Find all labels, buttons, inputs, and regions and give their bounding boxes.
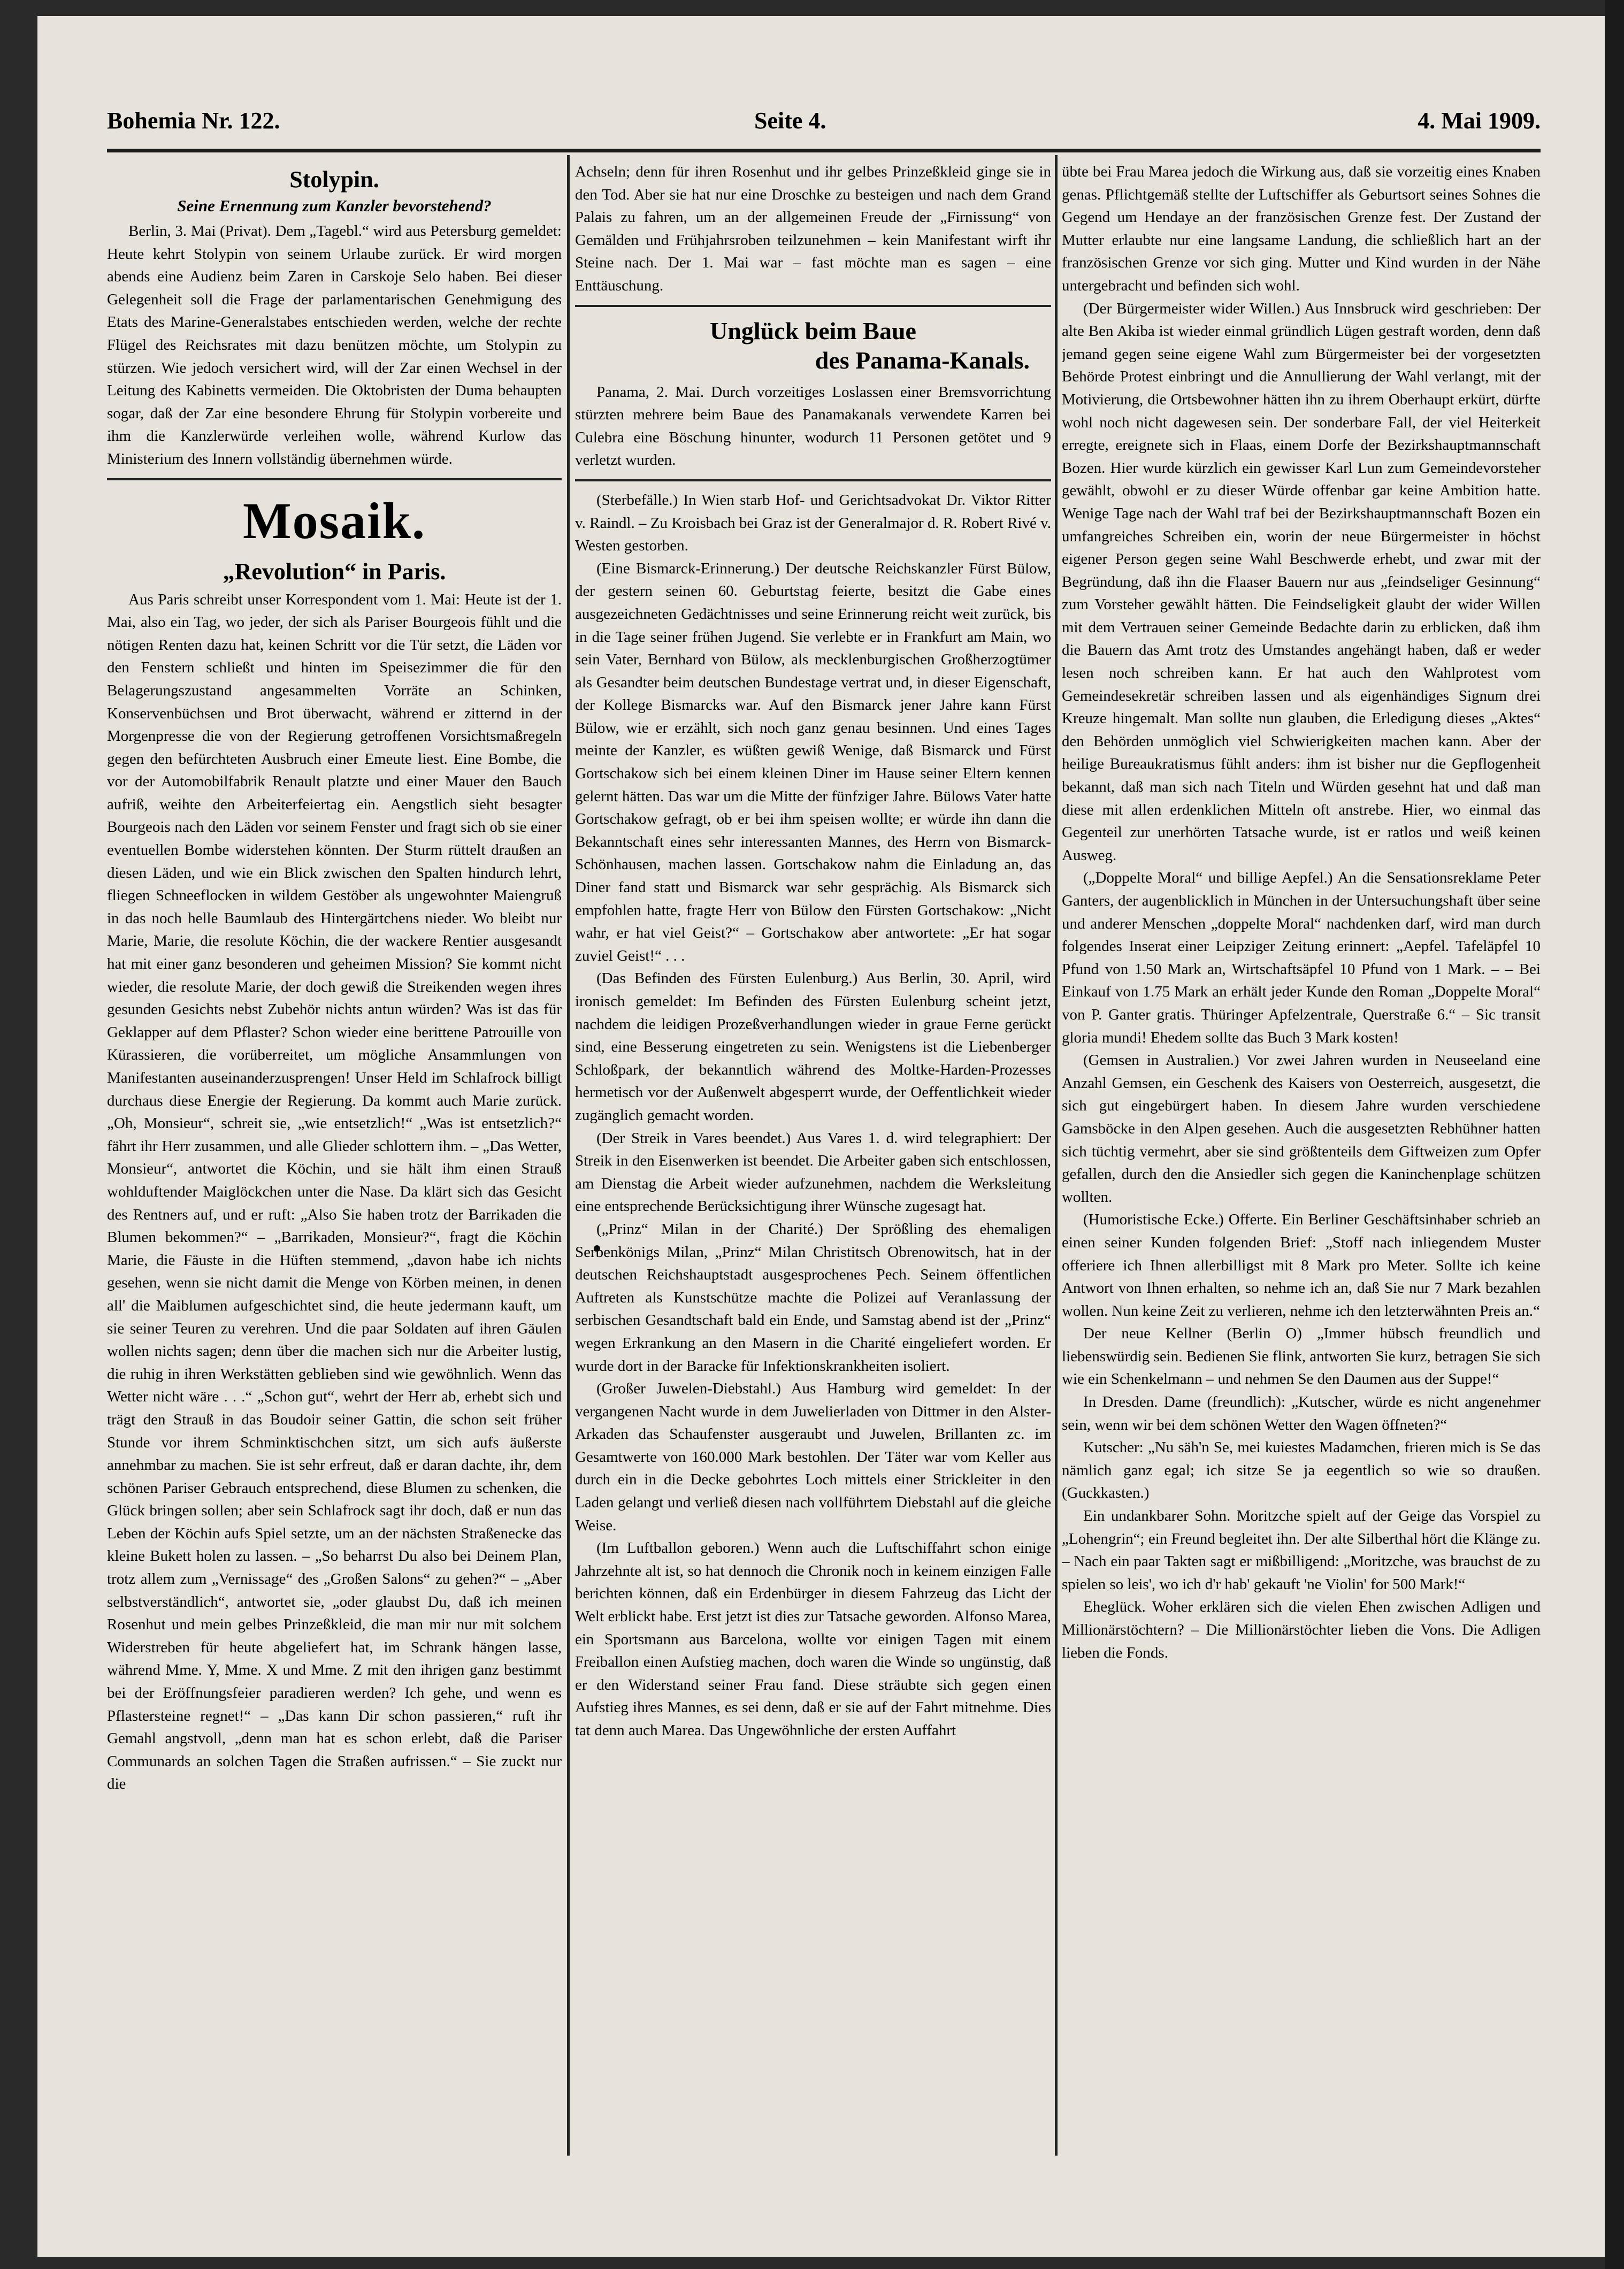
item-moral: („Doppelte Moral“ und billige Aepfel.) An die Sensationsreklame Peter Ganters, der augenblicklich in München in der Untersuchungshaft über seine und anderer Menschen „doppelte Moral“ nachdenken darf, wird man durch folgendes Inserat einer Leipziger Zeitung erinnert: „Aepfel. Tafeläpfel 10 Pfund von 1.50 Mark an, Wirtschaftsäpfel 10 Pfund von 1 Mark. – – Bei Einkauf von 1.75 Mark an erhält jeder Kunde den Roman „Doppelte Moral“ von P. Ganter gratis. Thüringer Apfelzentrale, Querstraße 6.“ – Sic transit gloria mundi! Ehedem sollte das Buch 3 Mark kosten! — [1062, 869, 1541, 1046]
section-rule — [107, 478, 562, 480]
masthead-date: 4. Mai 1909. — [1418, 108, 1541, 134]
article-title-panama-2: des Panama-Kanals. — [815, 346, 1030, 374]
item-luftballon-cont: übte bei Frau Marea jedoch die Wirkung aus, daß sie vorzeitig eines Knaben genas. Pflichtgemäß stellte der Luftschiffer als Geburtsort seines Sohnes die Gegend um Hendaye an der französischen Grenze fest. Der Zustand der Mutter erlaubte nur eine langsame Landung, die schließlich hart an der französischen Grenze vor sich ging. Mutter und Kind wurden in der Nähe untergebracht und befinden sich wohl. — [1062, 163, 1541, 294]
section-rule — [575, 479, 1051, 481]
item-eulenburg: (Das Befinden des Fürsten Eulenburg.) Aus Berlin, 30. April, wird ironisch gemeldet: Im Befinden des Fürsten Eulenburg scheint jetzt, nachdem die leidigen Prozeßverhandlungen wieder in graue Ferne gerückt sind, eine Besserung eingetreten zu sein. Wenigstens ist die Liebenberger Schloßpark, der bekanntlich während des Moltke-Harden-Prozesses hermetisch vor der Außenwelt abgesperrt wurde, der Oeffentlichkeit wieder zugänglich gemacht worden. — [575, 970, 1051, 1124]
article-subtitle-stolypin: Seine Ernennung zum Kanzler bevorstehend? — [177, 196, 492, 215]
column-3 — [1062, 160, 1541, 2156]
masthead-page: Seite 4. — [754, 108, 826, 134]
item-kutscher: Kutscher: „Nu säh'n Se, mei kuiestes Madamchen, frieren mich is Se das nämlich ganz egal; ich sitze Se ja eegentlich so wie so draußen. (Guckkasten.) — [1062, 1439, 1541, 1502]
item-buergermeister: (Der Bürgermeister wider Willen.) Aus Innsbruck wird geschrieben: Der alte Ben Akiba ist wieder einmal gründlich Lügen gestraft worden, denn daß jemand gegen seine eigene Wahl zum Bürgermeister bei der vorgesetzten Behörde Protest einbringt und die Annullierung der Wahl verlangt, mit der Motivierung, die Ortsbewohner hätten ihn zu ihrem Oberhaupt erkürt, dürfte wohl noch nicht dagewesen sein. Der sonderbare Fall, der viel Heiterkeit erregte, ereignete sich in Flaas, einem Dorfe der Bezirkshauptmannschaft Bozen. Hier wurde kürzlich ein gewisser Karl Lun zum Gemeindevorsteher gewählt, obwohl er zu dieser Würde offenbar gar keine Ambition hatte. Wenige Tage nach der Wahl traf bei der Bezirkshauptmannschaft Bozen ein umfangreiches Schreiben ein, worin der neue Bürgermeister in höchst eigener Person gegen seine Wahl Beschwerde erhebt, und zwar mit der Begründung, daß ihn die Flaaser Bauern nur aus „feindseliger Gesinnung“ zum Vorsteher gewählt hätten. Die Feindseligkeit glaubt der wider Willen mit dem Vertrauen seiner Gemeinde Bedachte darin zu erblicken, daß ihm die Bauern das Amt trotz des Umstandes angehängt haben, daß er weder lesen noch schreiben kann. Er hat auch den Wahlprotest vom Gemeindesekretär schreiben lassen und als eigenhändiges Signum drei Kreuze hingemalt. Man sollte nun glauben, die Erledigung dieses „Aktes“ den Behörden unmöglich viel Schwierigkeiten machen kann. Aber der heilige Bureaukratismus fühlt anders: ihm ist bisher nur die Gepflogenheit bekannt, daß man sich nach Titeln und Würden gesehnt hat und daß man diese mit allen erdenklichen Mitteln oft anstrebe. Hier, wo einmal das Gegenteil zur unerhörten Tatsache wurde, ist er ratlos und weiß keinen Ausweg. — [1062, 300, 1541, 864]
masthead-rule — [107, 149, 1541, 152]
item-vares: (Der Streik in Vares beendet.) Aus Vares 1. d. wird telegraphiert: Der Streik in den Eisenwerken ist beendet. Die Arbeiter gaben sich entschlossen, am Dienstag die Arbeit wieder aufzunehmen, nachdem die Werksleitung eine entsprechende Berücksichtigung ihrer Wünsche zugesagt hat. — [575, 1129, 1051, 1215]
item-sterbefaelle: (Sterbefälle.) In Wien starb Hof- und Gerichtsadvokat Dr. Viktor Ritter v. Raindl. – Zu Kroisbach bei Graz ist der Generalmajor d. R. Robert Rivé v. Westen gestorben. — [575, 491, 1051, 555]
page-edge — [1605, 0, 1624, 2269]
item-luftballon: (Im Luftballon geboren.) Wenn auch die Luftschiffahrt schon einige Jahrzehnte alt ist, so hat dennoch die Chronik noch in keinem einzigen Falle berichten können, daß ein Erdenbürger in diesem Fahrzeug das Licht der Welt erblickt habe. Erst jetzt ist dies zur Tatsache geworden. Alfonso Marea, ein Sportsmann aus Barcelona, wollte vor einigen Tagen mit einem Freiballon einen Aufstieg machen, doch waren die Winde so ungünstig, daß er den Widerstand seiner Frau fand. Diese sträubte sich gegen einen Aufstieg ihres Mannes, es sei denn, daß er sie auf der Fahrt mitnehme. Dies tat denn auch Marea. Das Ungewöhnliche der ersten Auffahrt — [575, 1539, 1051, 1739]
article-title-panama: Unglück beim Baue — [710, 317, 916, 344]
column-rule — [567, 155, 570, 2156]
item-eheglueck: Eheglück. Woher erklären sich die vielen Ehen zwischen Adligen und Millionärstöchtern? – Die Millionärstöchter lieben die Vons. Die Adligen lieben die Fonds. — [1062, 1598, 1541, 1661]
item-milan: („Prinz“ Milan in der Charité.) Der Sprößling des ehemaligen Serbenkönigs Milan, „Prinz“ Milan Christitsch Obrenowitsch, hat in der deutschen Reichshauptstadt ausgesprochenes Pech. Seinem öffentlichen Auftreten als Kunstschütze machte die Polizei auf Veranlassung der serbischen Gesandtschaft bald ein Ende, und Samstag abend ist der „Prinz“ wegen Erkrankung an den Masern in die Charité eingeliefert worden. Er wurde dort in der Baracke für Infektionskrankheiten isoliert. — [575, 1220, 1051, 1375]
item-juwelen: (Großer Juwelen-Diebstahl.) Aus Hamburg wird gemeldet: In der vergangenen Nacht wurde in dem Juwelierladen von Dittmer in den Alster-Arkaden das Schaufenster ausgeraubt und Juwelen, Brillanten zc. im Gesamtwerte von 160.000 Mark bestohlen. Der Täter war vom Keller aus durch ein in die Decke gebohrtes Loch mittels einer Strickleiter in den Laden gelangt und verließ diesen nach vollführtem Diebstahl auf die gleiche Weise. — [575, 1380, 1051, 1534]
masthead-paper: Bohemia Nr. 122. — [107, 108, 280, 134]
article-text-panama: Panama, 2. Mai. Durch vorzeitiges Loslassen einer Bremsvorrichtung stürzten mehrere beim Baue des Panamakanals verwendete Karren bei Culebra eine Böschung hinunter, wodurch 11 Personen getötet und 9 verletzt wurden. — [575, 383, 1051, 469]
article-text-revolution: Aus Paris schreibt unser Korrespondent vom 1. Mai: Heute ist der 1. Mai, also ein Tag, wo jeder, der sich als Pariser Bourgeois fühlt und die nötigen Renten dazu hat, keinen Schritt vor die Tür setzt, die Läden vor den Fenstern schließt und hinten im Speisezimmer die für den Belagerungszustand angesammelten Vorräte an Schinken, Konservenbüchsen und Brot überwacht, während er zitternd in der Morgenpresse die von der Regierung getroffenen Vorsichtsmaßregeln gegen den befürchteten Ausbruch einer Emeute liest. Eine Bombe, die vor der Automobilfabrik Renault platzte und einer Mauer den Bauch aufriß, weihte den Arbeiterfeiertag ein. Aengstlich sieht besagter Bourgeois nach den Läden vor seinem Fenster und fragt sich ob sie einer eventuellen Bombe widerstehen könnten. Der Sturm rüttelt draußen an diesen Läden, und wie ein Blick zwischen den Spalten hindurch lehrt, fliegen Schneeflocken in wildem Gestöber als ungewohnter Maiengruß in das noch helle Baumlaub des Hintergärtchens nieder. Wo bleibt nur Marie, Marie, die resolute Köchin, die der wackere Rentier ausgesandt hat mit einer ganz besonderen und geheimen Mission? Sie kommt nicht wieder, die resolute Marie, der doch gewiß die Streikenden wegen ihres gesunden Gesichts nebst Zubehör nichts antun würden? Was ist das für Geklapper auf dem Pflaster? Schon wieder eine berittene Patrouille von Kürassieren, die vorüberreitet, um mögliche Ansammlungen von Manifestanten auseinanderzusprengen! Unser Held im Schlafrock billigt durchaus diese Energie der Regierung. Da kommt auch Marie zurück. „Oh, Monsieur“, schreit sie, „wie entsetzlich!“ „Was ist entsetzlich?“ fährt ihr Herr zusammen, und alle Glieder schlottern ihm. – „Das Wetter, Monsieur“, antwortet die Köchin, und sie hält ihm einen Strauß wohlduftender Maiglöckchen unter die Nase. Da klärt sich das Gesicht des Rentners auf, und er ruft: „Also Sie haben trotz der Barrikaden die Blumen bekommen?“ – „Barrikaden, Monsieur?“, fragt die Köchin Marie, die Fäuste in die Hüften stemmend, „davon habe ich nichts gesehen, wenn sie nicht damit die Menge von Körben meinen, in denen all' die Maiblumen aufgeschichtet sind, die heute jedermann kauft, um sie seiner Teuren zu verehren. Und die paar Soldaten auf ihren Gäulen wollen nichts sagen; denn über die machen sich nur die Arbeiter lustig, die ruhig in ihren Werkstätten geblieben sind wie gewöhnlich. Wenn das Wetter nicht wäre . . .“ „Schon gut“, wehrt der Herr ab, erhebt sich und trägt den Strauß in das Boudoir seiner Gattin, die schon seit früher Stunde vor ihrem Schminktischchen sitzt, um sich aufs äußerste annehmbar zu machen. Sie ist sehr erfreut, daß er daran dachte, ihr, dem schönen Pariser Gebrauch entsprechend, diese Blumen zu schenken, die Glück bringen sollen; aber sein Schlafrock sagt ihr doch, daß er nun das Leben der Köchin aufs Spiel setzte, um an der nächsten Straßenecke das kleine Bukett holen zu lassen. – „So beharrst Du also bei Deinem Plan, trotz allem zum „Vernissage“ des „Großen Salons“ zu gehen?“ – „Aber selbstverständlich“, antwortet sie, „oder glaubst Du, daß ich meinen Rosenhut und mein gelbes Prinzeßkleid, die man mir nur mit solchem Widerstreben für heute abgeliefert hat, im Schrank hängen lasse, während Mme. Y, Mme. X und Mme. Z mit den ihrigen ganz bestimmt bei der Eröffnungsfeier paradieren werden? Ich gehe, und wenn es Pflastersteine regnet!“ – „Das kann Dir schon passieren,“ ruft ihr Gemahl angstvoll, „denn man hat es schon erlebt, daß die Pariser Communards an solchen Tagen die Straßen aufrissen.“ – Sie zuckt nur die — [107, 591, 562, 1793]
article-title-stolypin: Stolypin. — [289, 166, 379, 193]
column-rule — [1055, 155, 1058, 2156]
column-1 — [107, 160, 562, 2156]
item-sohn: Ein undankbarer Sohn. Moritzche spielt auf der Geige das Vorspiel zu „Lohengrin“; ein Freund begleitet ihn. Der alte Silberthal hört die Klänge zu. – Nach ein paar Takten sagt er mißbilligend: „Moritzche, was brauchst de zu spielen so leis', wo ich d'r hab' gekauft 'ne Violin' for 500 Mark!“ — [1062, 1507, 1541, 1593]
masthead — [107, 107, 1541, 150]
article-title-revolution: „Revolution“ in Paris. — [223, 558, 446, 585]
item-humor-offerte: (Humoristische Ecke.) Offerte. Ein Berliner Geschäftsinhaber schrieb an einen seiner Kunden folgenden Brief: „Stoff nach inliegendem Muster offeriere ich Ihnen allerbilligst mit 8 Mark pro Meter. Sollte ich keine Antwort von Ihnen erhalten, so nehme ich an, daß Sie nur 7 Mark bezahlen wollen. Nun keine Zeit zu verlieren, nehme ich den letzterwähnten Preis an.“ — [1062, 1211, 1541, 1320]
item-bismarck: (Eine Bismarck-Erinnerung.) Der deutsche Reichskanzler Fürst Bülow, der gestern seinen 60. Geburtstag feierte, besitzt die Gabe eines ausgezeichneten Gedächtnisses und seine Erinnerung reicht weit zurück, bis in die Tage seiner frühen Jugend. Sie verlebte er in Frankfurt am Main, wo sein Vater, Bernhard von Bülow, als mecklenburgischen Großherzogtümer als Gesandter beim deutschen Bundestage vertrat und, in dieser Eigenschaft, der Kollege Bismarcks war. Auf den Bismarck jener Jahre kann Fürst Bülow, wie er erzählt, sich noch ganz genau besinnen. Und eines Tages meinte der Kanzler, es wüßten gewiß Wenige, daß Bismarck und Fürst Gortschakow sich bei einem kleinen Diner im Hause seiner Eltern kennen gelernt hätten. Das war um die Mitte der fünfziger Jahre. Bülows Vater hatte Gortschakow gefragt, ob er bei ihm speisen wollte; er würde ihn dann die Bekanntschaft eines sehr interessanten Mannes, des Herrn von Bismarck-Schönhausen, machen lassen. Gortschakow nahm die Einladung an, das Diner fand statt und Bismarck war sehr gesprächig. Als Bismarck sich empfohlen hatte, fragte Herr von Bülow den Fürsten Gortschakow: „Nicht wahr, er hat viel Geist?“ – Gortschakow aber antwortete: „Er hat sogar zuviel Geist!“ . . . — [575, 559, 1051, 964]
section-rule — [575, 305, 1051, 307]
section-title-mosaik: Mosaik. — [242, 492, 426, 549]
item-dresden: In Dresden. Dame (freundlich): „Kutscher, würde es nicht angenehmer sein, wenn wir bei dem schönen Wetter den Wagen öffneten?“ — [1062, 1393, 1541, 1434]
item-gemsen: (Gemsen in Australien.) Vor zwei Jahren wurden in Neuseeland eine Anzahl Gemsen, ein Geschenk des Kaisers von Oesterreich, ausgesetzt, die sich gut eingebürgert haben. In diesem Jahre wurden verschiedene Gamsböcke in den Alpen gesehen. Auch die ausgesetzten Rebhühner hatten sich tüchtig vermehrt, aber sie sind größtenteils dem Giftweizen zum Opfer gefallen, durch den die Ansiedler sich gegen die Kaninchenplage schützen wollten. — [1062, 1052, 1541, 1206]
item-kellner: Der neue Kellner (Berlin O) „Immer hübsch freundlich und liebenswürdig sein. Bedienen Sie flink, antworten Sie kurz, betragen Sie sich wie ein Schenkelmann – und nehmen Se den Daumen aus der Suppe!“ — [1062, 1325, 1541, 1388]
column-2 — [575, 160, 1051, 2156]
article-text-revolution-cont: Achseln; denn für ihren Rosenhut und ihr gelbes Prinzeßkleid ginge sie in den Tod. Aber sie hat nur eine Droschke zu besteigen und nach dem Grand Palais zu fahren, um an der allgemeinen Freude der „Firnissung“ von Gemälden und Frühjahrsroben teilzunehmen – kein Manifestant wirft ihr Steine nach. Der 1. Mai war – fast möchte man es sagen – eine Enttäuschung. — [575, 163, 1051, 294]
article-text-stolypin: Berlin, 3. Mai (Privat). Dem „Tagebl.“ wird aus Petersburg gemeldet: Heute kehrt Stolypin von seinem Urlaube zurück. Er wird morgen abends eine Audienz beim Zaren in Carskoje Selo haben. Bei dieser Gelegenheit soll die Frage der parlamentarischen Genehmigung des Etats des Marine-Generalstabes entschieden werden, welche der rechte Flügel des Reichsrates mit dazu benützen möchte, um Stolypin zu stürzen. Wie jedoch versichert wird, will der Zar einen Wechsel in der Leitung des Kabinetts vermeiden. Die Oktobristen der Duma behaupten sogar, daß der Zar eine besondere Ehrung für Stolypin vorbereite und ihm die Kanzlerwürde verleihen wolle, während Kurlow das Ministerium des Innern vollständig übernehmen würde. — [107, 223, 562, 467]
